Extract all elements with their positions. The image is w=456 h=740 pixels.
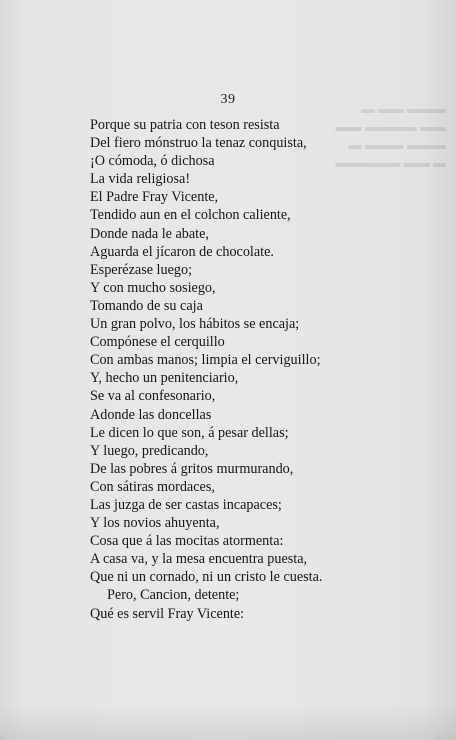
poem-line: Pero, Cancion, detente;: [107, 587, 240, 604]
poem-line: Compónese el cerquillo: [90, 334, 225, 351]
poem-line: Cosa que á las mocitas atormenta:: [90, 533, 284, 550]
poem-line: Y, hecho un penitenciario,: [90, 370, 239, 387]
page-number: 39: [220, 92, 236, 107]
poem-line: Y con mucho sosiego,: [90, 279, 216, 296]
poem-line: Que ni un cornado, ni un cristo le cuesta.: [90, 569, 323, 586]
poem-line: Con ambas manos; limpia el cerviguillo;: [90, 352, 321, 369]
poem-line: Aguarda el jícaron de chocolate.: [90, 243, 274, 260]
poem-line: Adonde las doncellas: [90, 406, 212, 423]
poem-line: Se va al confesonario,: [90, 388, 216, 405]
poem-line: Las juzga de ser castas incapaces;: [90, 496, 282, 513]
poem-line: Y luego, predicando,: [90, 442, 209, 459]
poem-line: Con sátiras mordaces,: [90, 478, 215, 495]
poem-line: Porque su patria con teson resista: [90, 117, 280, 133]
poem-line: Del fiero mónstruo la tenaz conquista,: [90, 135, 307, 152]
poem-line: Esperézase luego;: [90, 261, 193, 278]
poem-line: ¡O cómoda, ó dichosa: [90, 153, 215, 170]
poem-line: La vida religiosa!: [90, 171, 191, 188]
poem-line: El Padre Fray Vicente,: [90, 189, 219, 206]
poem-line: A casa va, y la mesa encuentra puesta,: [90, 551, 308, 568]
poem-line: Le dicen lo que son, á pesar dellas;: [90, 424, 289, 441]
poem-text: [90, 116, 390, 623]
poem-line: Un gran polvo, los hábitos se encaja;: [90, 316, 300, 333]
poem-line: De las pobres á gritos murmurando,: [90, 460, 294, 477]
poem-line: Donde nada le abate,: [90, 225, 209, 242]
poem-line: Tendido aun en el colchon caliente,: [90, 207, 291, 224]
poem-line: Qué es servil Fray Vicente:: [90, 605, 245, 622]
poem-line: Tomando de su caja: [90, 297, 203, 314]
poem-line: Y los novios ahuyenta,: [90, 515, 220, 532]
show-through-texture: ▬▬▬ ▬▬ ▬ ▬▬ ▬▬▬▬ ▬▬ ▬▬▬ ▬▬▬ ▬ ▬ ▬▬ ▬▬▬▬▬: [335, 101, 446, 170]
